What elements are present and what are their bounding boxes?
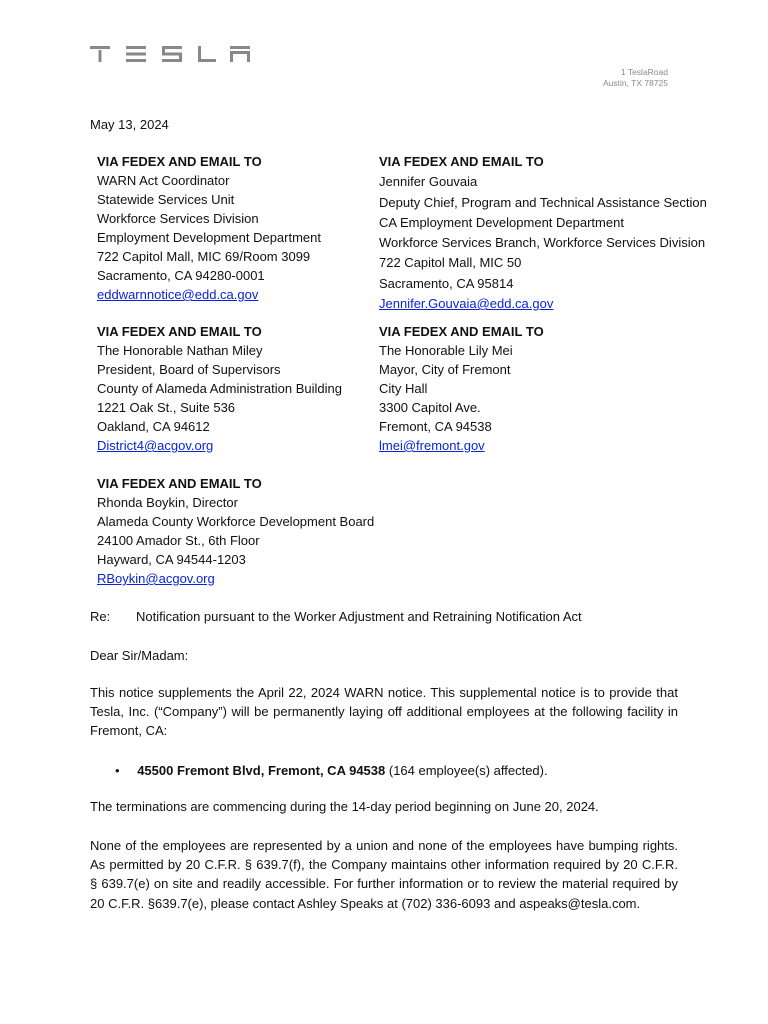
letter-date: May 13, 2024 [90, 117, 169, 132]
via-heading: VIA FEDEX AND EMAIL TO [97, 324, 262, 339]
via-heading: VIA FEDEX AND EMAIL TO [97, 476, 262, 491]
recipient-line: Employment Development Department [97, 230, 321, 245]
recipient-line: WARN Act Coordinator [97, 173, 230, 188]
recipient-line: Oakland, CA 94612 [97, 419, 210, 434]
recipient-line: The Honorable Lily Mei [379, 343, 513, 358]
recipient-line: Deputy Chief, Program and Technical Assistance Section [379, 194, 707, 210]
recipient-line: Rhonda Boykin, Director [97, 495, 238, 510]
recipient-line: Workforce Services Branch, Workforce Services Division [379, 235, 706, 251]
recipient-line: County of Alameda Administration Building [97, 381, 342, 396]
recipient-line: City Hall [379, 381, 428, 396]
re-label: Re: [90, 609, 111, 624]
recipient-line: Mayor, City of Fremont [379, 362, 511, 377]
address-line-2: Austin, TX 78725 [602, 78, 668, 88]
salutation: Dear Sir/Madam: [90, 648, 189, 663]
recipient-line: Alameda County Workforce Development Board [97, 514, 375, 529]
recipient-line: Statewide Services Unit [97, 192, 235, 207]
recipient-line: Sacramento, CA 95814 [379, 275, 514, 291]
via-heading: VIA FEDEX AND EMAIL TO [379, 324, 544, 339]
recipient-block-edd-deputy [379, 152, 707, 314]
recipient-block-workforce-board [97, 474, 374, 588]
recipient-line: 722 Capitol Mall, MIC 69/Room 3099 [97, 249, 311, 264]
tesla-logo [90, 44, 250, 69]
tesla-wordmark-icon [90, 44, 250, 64]
recipient-line: Sacramento, CA 94280-0001 [97, 268, 265, 283]
recipient-block-edd-warn [97, 152, 321, 304]
recipient-line: Jennifer Gouvaia [379, 174, 478, 190]
facility-detail: (164 employee(s) affected). [385, 763, 548, 778]
body-paragraph-2: The terminations are commencing during the 14-day period beginning on June 20, 2024. [90, 799, 599, 814]
bullet-icon: • [115, 763, 120, 778]
recipient-email-link[interactable]: lmei@fremont.gov [379, 438, 485, 453]
recipient-line: President, Board of Supervisors [97, 362, 281, 377]
recipient-line: The Honorable Nathan Miley [97, 343, 263, 358]
address-line-1: 1 TeslaRoad [620, 67, 668, 77]
recipient-line: 722 Capitol Mall, MIC 50 [379, 255, 522, 271]
re-subject: Notification pursuant to the Worker Adjustment and Retraining Notification Act [136, 609, 582, 624]
via-heading: VIA FEDEX AND EMAIL TO [379, 154, 544, 169]
facility-address: 45500 Fremont Blvd, Fremont, CA 94538 [137, 763, 386, 778]
recipient-email-link[interactable]: RBoykin@acgov.org [97, 571, 215, 586]
recipient-line: Workforce Services Division [97, 211, 259, 226]
recipient-block-fremont-mayor [379, 322, 544, 455]
recipient-line: 24100 Amador St., 6th Floor [97, 533, 260, 548]
recipient-line: Fremont, CA 94538 [379, 419, 492, 434]
recipient-block-alameda-supervisors [97, 322, 342, 455]
recipient-email-link[interactable]: District4@acgov.org [97, 438, 214, 453]
recipient-email-link[interactable]: Jennifer.Gouvaia@edd.ca.gov [379, 296, 554, 312]
recipient-line: 1221 Oak St., Suite 536 [97, 400, 236, 415]
body-paragraph-3: None of the employees are represented by a union and none of the employees have bumping rights. As permitted by 20 C.F.R. § 639.7(f), the Company maintains other information required by 20 C.F.R. § 639.7(e) on site and readily accessible. For further information or to review the material required by 20 C.F.R. §639.7(e), please contact Ashley Speaks at (702) 336-6093 and aspeaks@tesla.com. [90, 838, 678, 911]
recipient-line: 3300 Capitol Ave. [379, 400, 481, 415]
recipient-email-link[interactable]: eddwarnnotice@edd.ca.gov [97, 287, 259, 302]
sender-address [603, 67, 668, 89]
facility-bullet [115, 761, 548, 780]
body-paragraph-1: This notice supplements the April 22, 2024 WARN notice. This supplemental notice is to provide that Tesla, Inc. (“Company”) will be permanently laying off additional employees at the following facility in Fremont, CA: [90, 685, 678, 739]
recipient-line: CA Employment Development Department [379, 214, 624, 230]
via-heading: VIA FEDEX AND EMAIL TO [97, 154, 262, 169]
recipient-line: Hayward, CA 94544-1203 [97, 552, 246, 567]
